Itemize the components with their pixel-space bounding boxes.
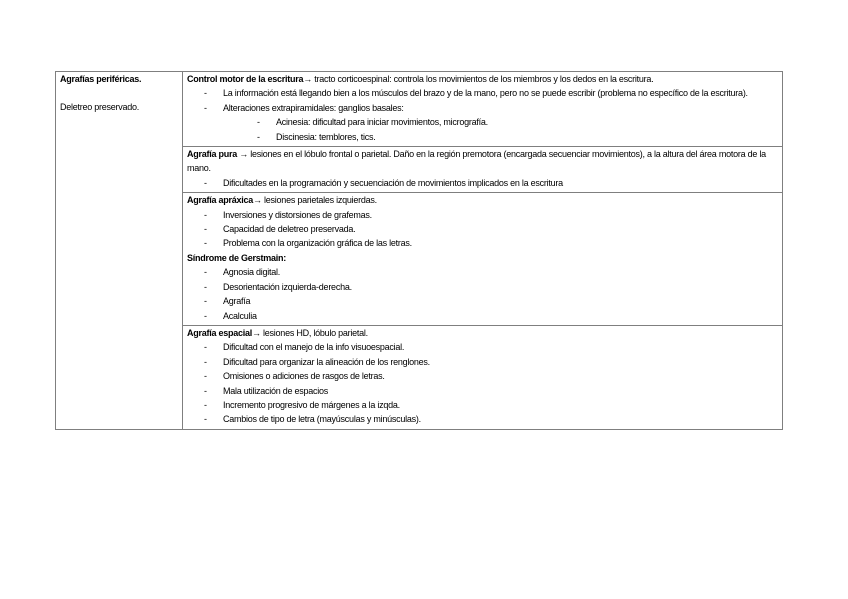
list-item: - Cambios de tipo de letra (mayúsculas y minúsculas). [187, 412, 778, 426]
list-item: - Desorientación izquierda-derecha. [187, 280, 778, 294]
list-item: - Capacidad de deletreo preservada. [187, 222, 778, 236]
section-heading: Agrafía espacial [187, 327, 253, 338]
list-item: - Problema con la organización gráfica de las letras. [187, 236, 778, 250]
list-item: - Dificultad para organizar la alineación de los renglones. [187, 355, 778, 369]
arrow-glyph: → [303, 74, 313, 84]
arrow-glyph: → [252, 327, 261, 338]
list-item: - La información está llegando bien a los músculos del brazo y de la mano, pero no se puede escribir (problema no específico de la escritura). [187, 86, 778, 100]
section-control-motor [183, 72, 783, 147]
section-agrafia-apraxica [183, 193, 783, 326]
sub-list-item: - Acinesia: dificultad para iniciar movimientos, micrografía. [223, 115, 778, 129]
section-description: lesiones parietales izquierdas. [261, 195, 377, 206]
section-heading-line [187, 193, 778, 207]
section-heading: Agrafía pura [187, 149, 238, 160]
category-title: Agrafías periféricas. [60, 74, 142, 84]
section-agrafia-espacial [183, 325, 783, 429]
arrow-glyph: → [253, 195, 262, 206]
list-item: - Inversiones y distorsiones de grafemas. [187, 208, 778, 222]
bullet-list [187, 340, 778, 426]
section-description: lesiones HD, lóbulo parietal. [260, 327, 368, 338]
sub-bullet-list [223, 115, 778, 144]
list-item: - Dificultad con el manejo de la info visuoespacial. [187, 340, 778, 354]
section-heading: Control motor de la escritura [187, 74, 304, 84]
list-item [187, 101, 778, 144]
section-agrafia-pura [183, 147, 783, 193]
section-heading-line [187, 147, 778, 176]
section-description: lesiones en el lóbulo frontal o parietal. Daño en la región premotora (encargada secuenciar movimientos), a la altura del área motora de la mano. [187, 149, 766, 174]
category-subtitle: Deletreo preservado. [60, 102, 140, 113]
table-row [56, 72, 783, 147]
list-item: - Dificultades en la programación y secuenciación de movimientos implicados en la escritura [187, 176, 778, 190]
bullet-list [187, 265, 778, 323]
list-item: - Omisiones o adiciones de rasgos de letras. [187, 369, 778, 383]
arrow-glyph: → [237, 149, 251, 160]
list-item: - Agrafía [187, 294, 778, 308]
list-item: - Mala utilización de espacios [187, 384, 778, 398]
list-item: - Agnosia digital. [187, 265, 778, 279]
section-heading-line [187, 72, 778, 86]
left-category-cell [56, 72, 183, 430]
subsection-heading: Síndrome de Gerstmain: [187, 252, 287, 263]
list-item-text: Alteraciones extrapiramidales: ganglios basales: [223, 102, 404, 113]
bullet-list [187, 176, 778, 190]
section-heading: Agrafía apráxica [187, 195, 254, 206]
list-item: - Acalculia [187, 309, 778, 323]
section-heading-line [187, 326, 778, 340]
bullet-list [187, 86, 778, 144]
list-item: - Incremento progresivo de márgenes a la izqda. [187, 398, 778, 412]
sub-list-item: - Discinesia: temblores, tics. [223, 130, 778, 144]
bullet-list [187, 208, 778, 251]
section-description: tracto corticoespinal: controla los movimientos de los miembros y los dedos en la escritura. [312, 74, 654, 84]
agrafias-table [55, 71, 783, 430]
